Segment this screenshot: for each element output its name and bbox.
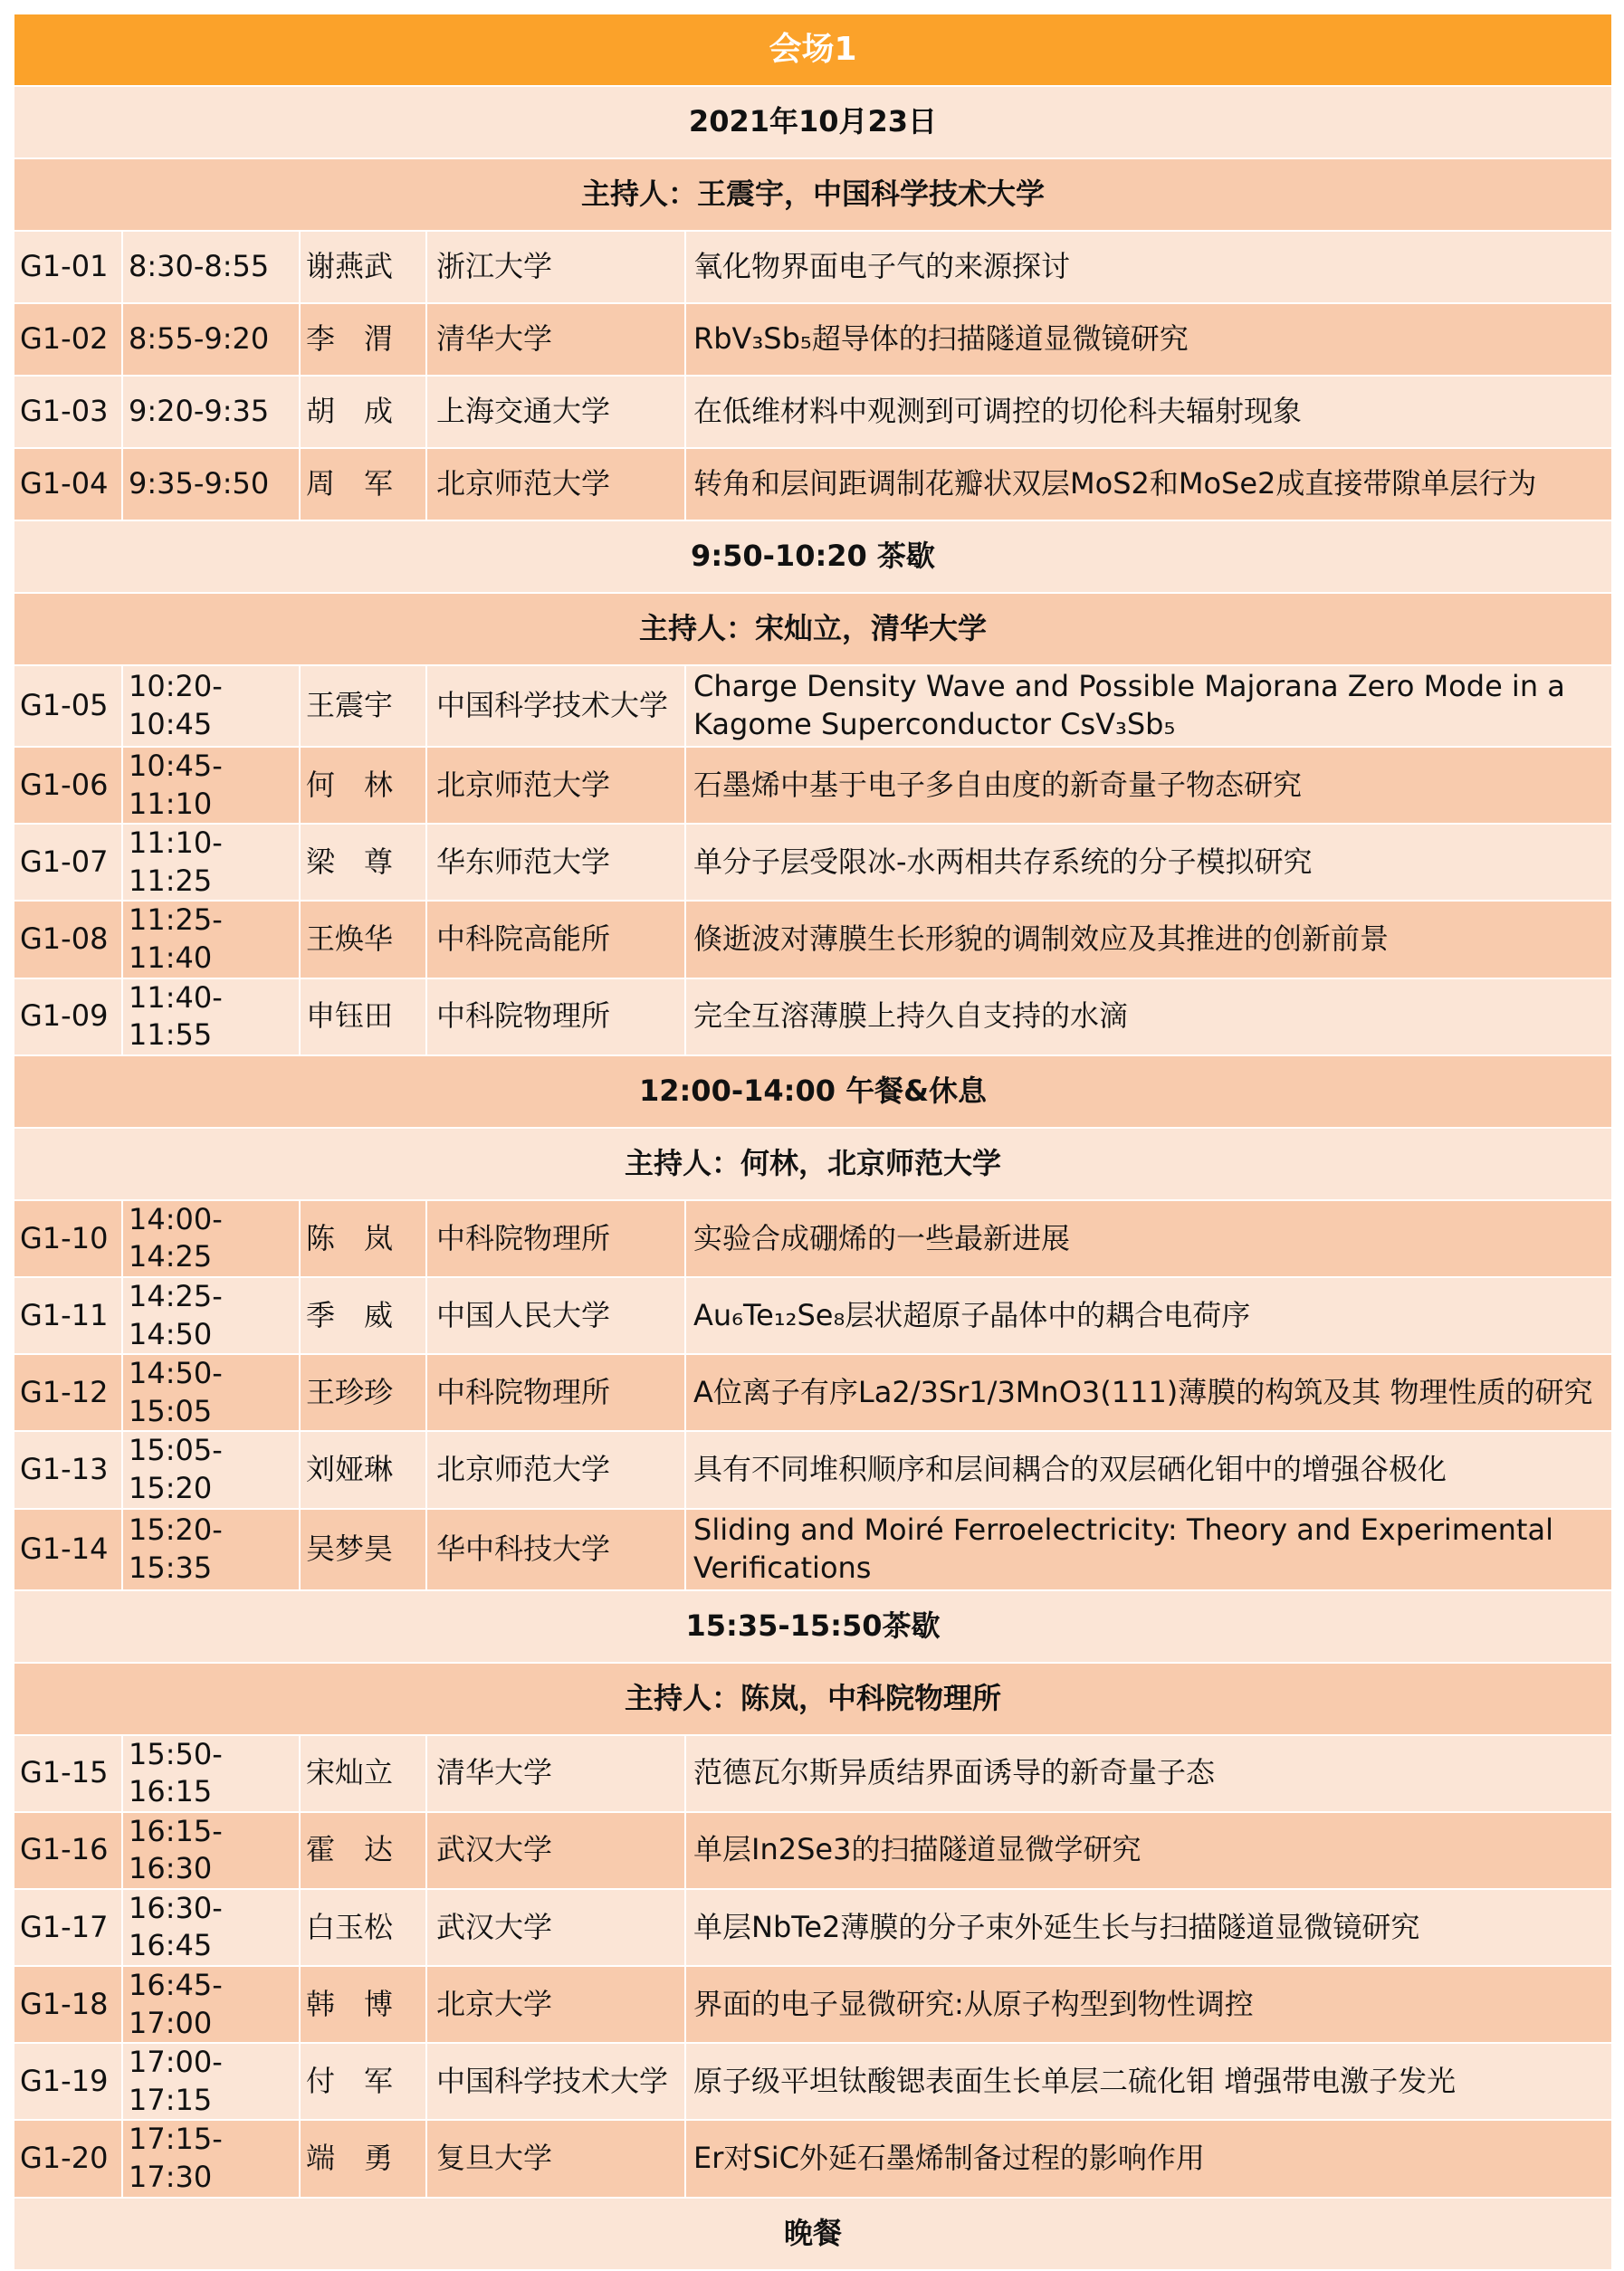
speaker-name: 白玉松: [300, 1889, 426, 1966]
break-label: 12:00-14:00 午餐&休息: [14, 1055, 1612, 1128]
speaker-name: 韩 博: [300, 1966, 426, 2043]
speaker-name: 宋灿立: [300, 1735, 426, 1812]
talk-time: 10:45-11:10: [122, 747, 300, 824]
talk-row: [14, 2043, 1612, 2120]
talk-time: 11:40-11:55: [122, 978, 300, 1055]
talk-time: 16:30-16:45: [122, 1889, 300, 1966]
break-row: [14, 2198, 1612, 2270]
talk-title: 界面的电子显微研究:从原子构型到物性调控: [685, 1966, 1612, 2043]
speaker-name: 王焕华: [300, 901, 426, 978]
session-chair: 主持人：陈岚，中科院物理所: [14, 1663, 1612, 1735]
talk-id: G1-13: [14, 1431, 122, 1508]
talk-title: Sliding and Moiré Ferroelectricity: Theory and Experimental Verifications: [685, 1509, 1612, 1590]
talk-row: [14, 901, 1612, 978]
talk-time: 10:20-10:45: [122, 665, 300, 747]
talk-title: 范德瓦尔斯异质结界面诱导的新奇量子态: [685, 1735, 1612, 1812]
session-chair: 主持人：宋灿立，清华大学: [14, 593, 1612, 665]
break-row: [14, 520, 1612, 593]
talk-time: 16:15-16:30: [122, 1812, 300, 1889]
talk-row: [14, 1889, 1612, 1966]
speaker-affiliation: 中国科学技术大学: [426, 665, 685, 747]
speaker-name: 王珍珍: [300, 1354, 426, 1431]
talk-time: 17:00-17:15: [122, 2043, 300, 2120]
talk-id: G1-03: [14, 376, 122, 448]
talk-id: G1-02: [14, 303, 122, 376]
venue-header: 会场1: [14, 14, 1612, 86]
talk-time: 15:20-15:35: [122, 1509, 300, 1590]
break-row: [14, 1055, 1612, 1128]
chair-row: [14, 1128, 1612, 1200]
speaker-name: 陈 岚: [300, 1200, 426, 1277]
speaker-name: 谢燕武: [300, 231, 426, 303]
talk-id: G1-12: [14, 1354, 122, 1431]
speaker-name: 周 军: [300, 448, 426, 520]
talk-title: Er对SiC外延石墨烯制备过程的影响作用: [685, 2120, 1612, 2197]
talk-row: [14, 1735, 1612, 1812]
session-date: 2021年10月23日: [14, 86, 1612, 158]
talk-id: G1-04: [14, 448, 122, 520]
speaker-affiliation: 北京师范大学: [426, 1431, 685, 1508]
speaker-name: 何 林: [300, 747, 426, 824]
speaker-affiliation: 中国科学技术大学: [426, 2043, 685, 2120]
schedule-table: [13, 13, 1613, 2271]
talk-title: 单分子层受限冰-水两相共存系统的分子模拟研究: [685, 824, 1612, 901]
break-label: 晚餐: [14, 2198, 1612, 2270]
speaker-affiliation: 北京师范大学: [426, 747, 685, 824]
speaker-affiliation: 华东师范大学: [426, 824, 685, 901]
talk-row: [14, 1966, 1612, 2043]
talk-row: [14, 303, 1612, 376]
speaker-name: 梁 尊: [300, 824, 426, 901]
talk-id: G1-18: [14, 1966, 122, 2043]
talk-row: [14, 376, 1612, 448]
venue-header-row: [14, 14, 1612, 86]
speaker-affiliation: 清华大学: [426, 1735, 685, 1812]
speaker-affiliation: 中科院物理所: [426, 978, 685, 1055]
talk-title: A位离子有序La2/3Sr1/3MnO3(111)薄膜的构筑及其 物理性质的研究: [685, 1354, 1612, 1431]
speaker-affiliation: 北京大学: [426, 1966, 685, 2043]
talk-row: [14, 1509, 1612, 1590]
speaker-name: 付 军: [300, 2043, 426, 2120]
talk-time: 16:45-17:00: [122, 1966, 300, 2043]
talk-title: 倏逝波对薄膜生长形貌的调制效应及其推进的创新前景: [685, 901, 1612, 978]
speaker-name: 李 渭: [300, 303, 426, 376]
talk-row: [14, 978, 1612, 1055]
talk-id: G1-14: [14, 1509, 122, 1590]
talk-row: [14, 824, 1612, 901]
talk-time: 17:15-17:30: [122, 2120, 300, 2197]
talk-time: 15:05-15:20: [122, 1431, 300, 1508]
talk-id: G1-06: [14, 747, 122, 824]
talk-row: [14, 1200, 1612, 1277]
speaker-affiliation: 浙江大学: [426, 231, 685, 303]
talk-title: 氧化物界面电子气的来源探讨: [685, 231, 1612, 303]
session-chair: 主持人：何林，北京师范大学: [14, 1128, 1612, 1200]
break-label: 9:50-10:20 茶歇: [14, 520, 1612, 593]
speaker-name: 吴梦昊: [300, 1509, 426, 1590]
talk-id: G1-16: [14, 1812, 122, 1889]
break-row: [14, 1590, 1612, 1663]
talk-id: G1-09: [14, 978, 122, 1055]
speaker-name: 季 威: [300, 1277, 426, 1354]
talk-id: G1-01: [14, 231, 122, 303]
talk-time: 9:20-9:35: [122, 376, 300, 448]
chair-row: [14, 158, 1612, 231]
speaker-name: 霍 达: [300, 1812, 426, 1889]
talk-id: G1-15: [14, 1735, 122, 1812]
speaker-name: 端 勇: [300, 2120, 426, 2197]
speaker-affiliation: 中科院高能所: [426, 901, 685, 978]
talk-time: 8:30-8:55: [122, 231, 300, 303]
talk-title: 在低维材料中观测到可调控的切伦科夫辐射现象: [685, 376, 1612, 448]
talk-title: 具有不同堆积顺序和层间耦合的双层硒化钼中的增强谷极化: [685, 1431, 1612, 1508]
talk-time: 11:25-11:40: [122, 901, 300, 978]
talk-row: [14, 1812, 1612, 1889]
speaker-affiliation: 清华大学: [426, 303, 685, 376]
speaker-affiliation: 上海交通大学: [426, 376, 685, 448]
speaker-name: 王震宇: [300, 665, 426, 747]
talk-id: G1-19: [14, 2043, 122, 2120]
talk-time: 14:50-15:05: [122, 1354, 300, 1431]
chair-row: [14, 1663, 1612, 1735]
speaker-affiliation: 中科院物理所: [426, 1200, 685, 1277]
talk-row: [14, 1277, 1612, 1354]
talk-id: G1-20: [14, 2120, 122, 2197]
talk-row: [14, 448, 1612, 520]
speaker-affiliation: 武汉大学: [426, 1812, 685, 1889]
talk-row: [14, 231, 1612, 303]
talk-title: 单层NbTe2薄膜的分子束外延生长与扫描隧道显微镜研究: [685, 1889, 1612, 1966]
talk-row: [14, 1354, 1612, 1431]
talk-time: 11:10-11:25: [122, 824, 300, 901]
talk-title: 实验合成硼烯的一些最新进展: [685, 1200, 1612, 1277]
talk-id: G1-11: [14, 1277, 122, 1354]
talk-id: G1-08: [14, 901, 122, 978]
talk-title: Au₆Te₁₂Se₈层状超原子晶体中的耦合电荷序: [685, 1277, 1612, 1354]
speaker-affiliation: 中科院物理所: [426, 1354, 685, 1431]
speaker-affiliation: 中国人民大学: [426, 1277, 685, 1354]
talk-title: RbV₃Sb₅超导体的扫描隧道显微镜研究: [685, 303, 1612, 376]
talk-row: [14, 665, 1612, 747]
talk-title: 石墨烯中基于电子多自由度的新奇量子物态研究: [685, 747, 1612, 824]
speaker-name: 刘娅琳: [300, 1431, 426, 1508]
talk-time: 14:00-14:25: [122, 1200, 300, 1277]
talk-title: 完全互溶薄膜上持久自支持的水滴: [685, 978, 1612, 1055]
talk-time: 15:50-16:15: [122, 1735, 300, 1812]
talk-id: G1-17: [14, 1889, 122, 1966]
speaker-name: 申钰田: [300, 978, 426, 1055]
talk-row: [14, 747, 1612, 824]
talk-row: [14, 2120, 1612, 2197]
speaker-name: 胡 成: [300, 376, 426, 448]
talk-time: 14:25-14:50: [122, 1277, 300, 1354]
talk-id: G1-05: [14, 665, 122, 747]
speaker-affiliation: 华中科技大学: [426, 1509, 685, 1590]
break-label: 15:35-15:50茶歇: [14, 1590, 1612, 1663]
session-chair: 主持人：王震宇，中国科学技术大学: [14, 158, 1612, 231]
talk-id: G1-07: [14, 824, 122, 901]
talk-time: 9:35-9:50: [122, 448, 300, 520]
talk-title: 转角和层间距调制花瓣状双层MoS2和MoSe2成直接带隙单层行为: [685, 448, 1612, 520]
talk-id: G1-10: [14, 1200, 122, 1277]
chair-row: [14, 593, 1612, 665]
talk-time: 8:55-9:20: [122, 303, 300, 376]
schedule-body: [14, 14, 1612, 2270]
speaker-affiliation: 武汉大学: [426, 1889, 685, 1966]
talk-row: [14, 1431, 1612, 1508]
talk-title: Charge Density Wave and Possible Majorana Zero Mode in a Kagome Superconductor CsV₃Sb₅: [685, 665, 1612, 747]
date-row: [14, 86, 1612, 158]
speaker-affiliation: 复旦大学: [426, 2120, 685, 2197]
speaker-affiliation: 北京师范大学: [426, 448, 685, 520]
talk-title: 单层In2Se3的扫描隧道显微学研究: [685, 1812, 1612, 1889]
talk-title: 原子级平坦钛酸锶表面生长单层二硫化钼 增强带电激子发光: [685, 2043, 1612, 2120]
